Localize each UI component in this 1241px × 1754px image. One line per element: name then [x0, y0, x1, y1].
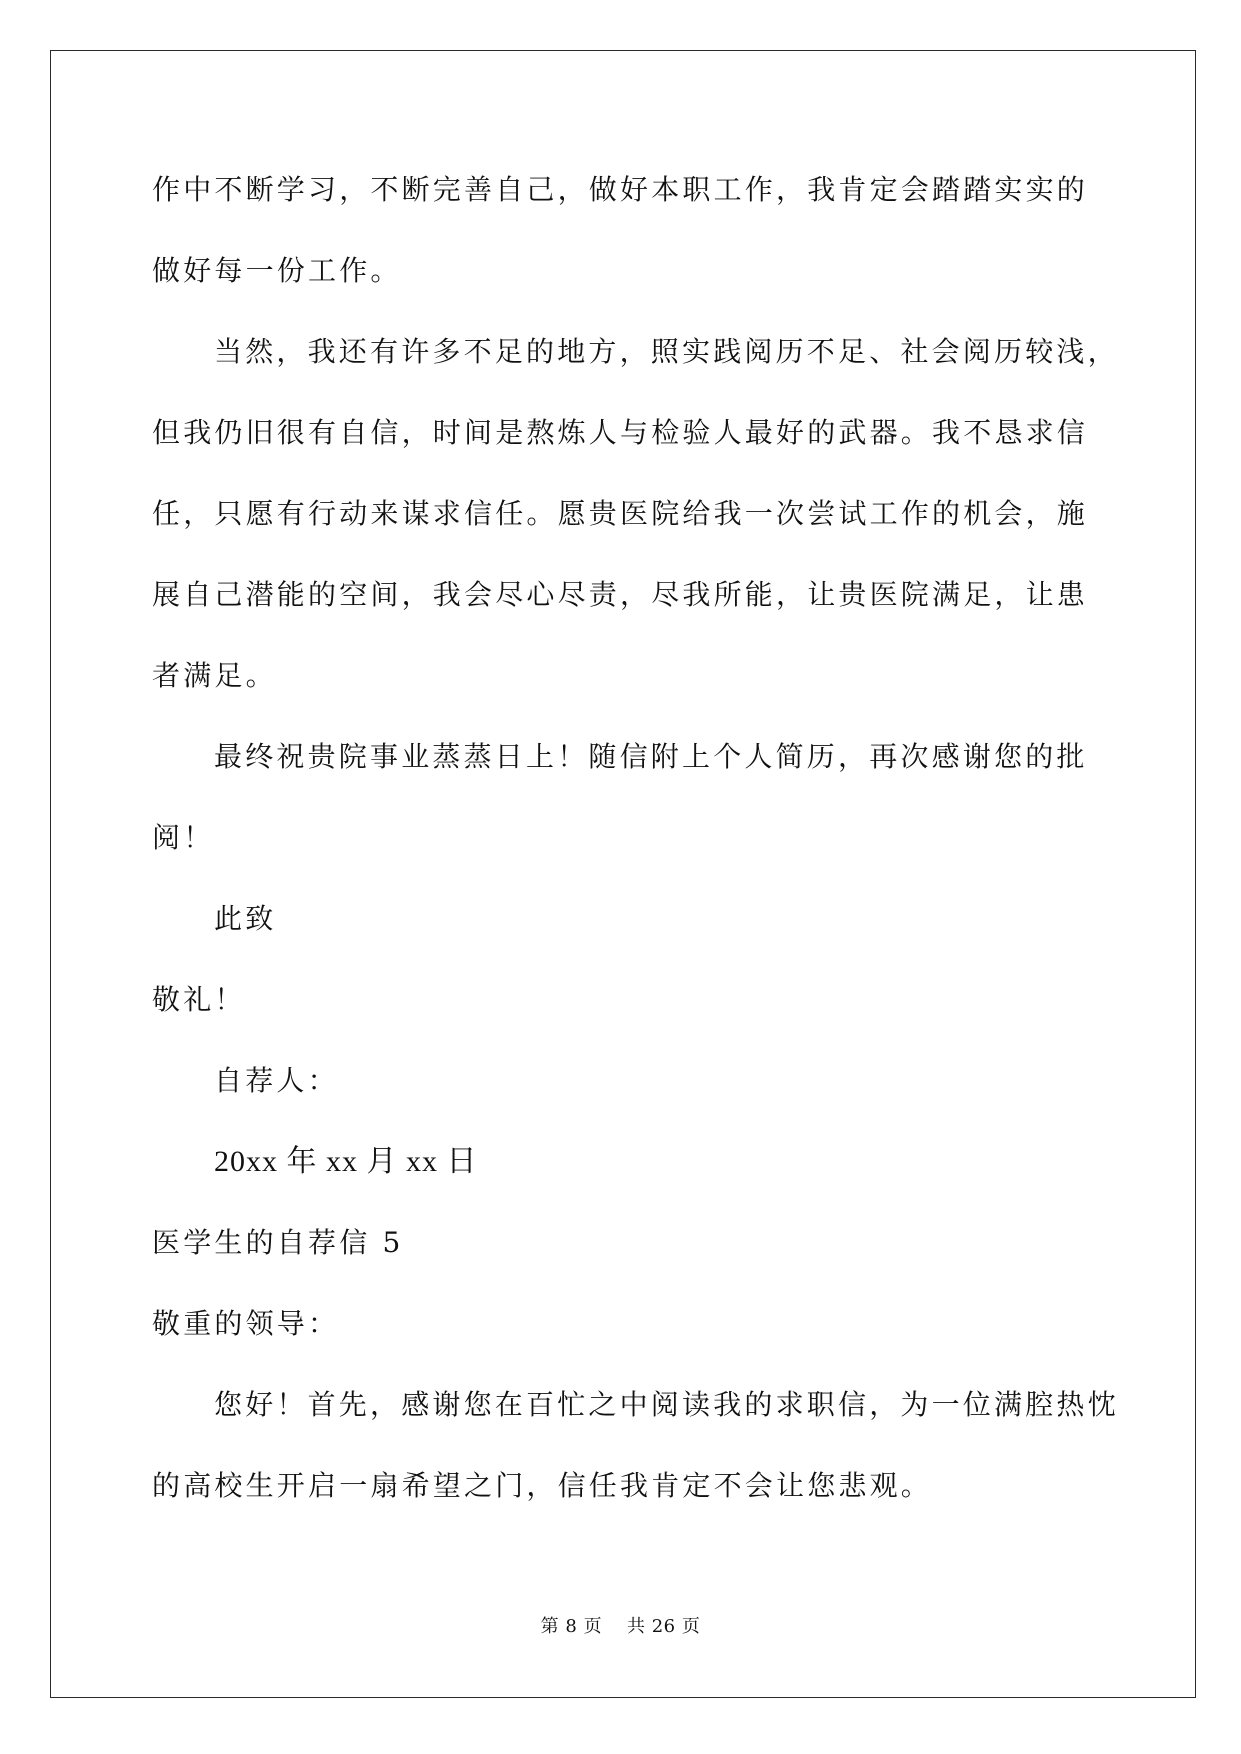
- body-line: 者满足。: [152, 659, 277, 692]
- closing-regards: 敬礼！: [152, 983, 246, 1016]
- page-border: [50, 50, 1196, 1698]
- paragraph-start: 最终祝贵院事业蒸蒸日上！随信附上个人简历，再次感谢您的批: [214, 740, 1088, 773]
- paragraph-start: 您好！首先，感谢您在百忙之中阅读我的求职信，为一位满腔热忱: [214, 1388, 1119, 1421]
- section-heading: 医学生的自荐信 5: [152, 1226, 404, 1259]
- body-line: 任，只愿有行动来谋求信任。愿贵医院给我一次尝试工作的机会，施: [152, 497, 1089, 530]
- page-total: 共 26 页: [626, 1616, 701, 1637]
- paragraph-start: 当然，我还有许多不足的地方，照实践阅历不足、社会阅历较浅，: [214, 335, 1119, 368]
- body-line: 展自己潜能的空间，我会尽心尽责，尽我所能，让贵医院满足，让患: [152, 578, 1089, 611]
- body-line: 做好每一份工作。: [152, 254, 402, 287]
- signature-label: 自荐人：: [214, 1064, 339, 1097]
- body-line: 作中不断学习，不断完善自己，做好本职工作，我肯定会踏踏实实的: [152, 173, 1089, 206]
- page-footer: [0, 1612, 1241, 1638]
- date-line: 20xx 年 xx 月 xx 日: [214, 1145, 478, 1178]
- body-line: 的高校生开启一扇希望之门，信任我肯定不会让您悲观。: [152, 1469, 933, 1502]
- body-line: 阅！: [152, 821, 215, 854]
- closing-salutation: 此致: [214, 902, 277, 935]
- greeting: 敬重的领导：: [152, 1307, 340, 1340]
- body-line: 但我仍旧很有自信，时间是熬炼人与检验人最好的武器。我不恳求信: [152, 416, 1089, 449]
- page-number: 第 8 页: [540, 1616, 603, 1637]
